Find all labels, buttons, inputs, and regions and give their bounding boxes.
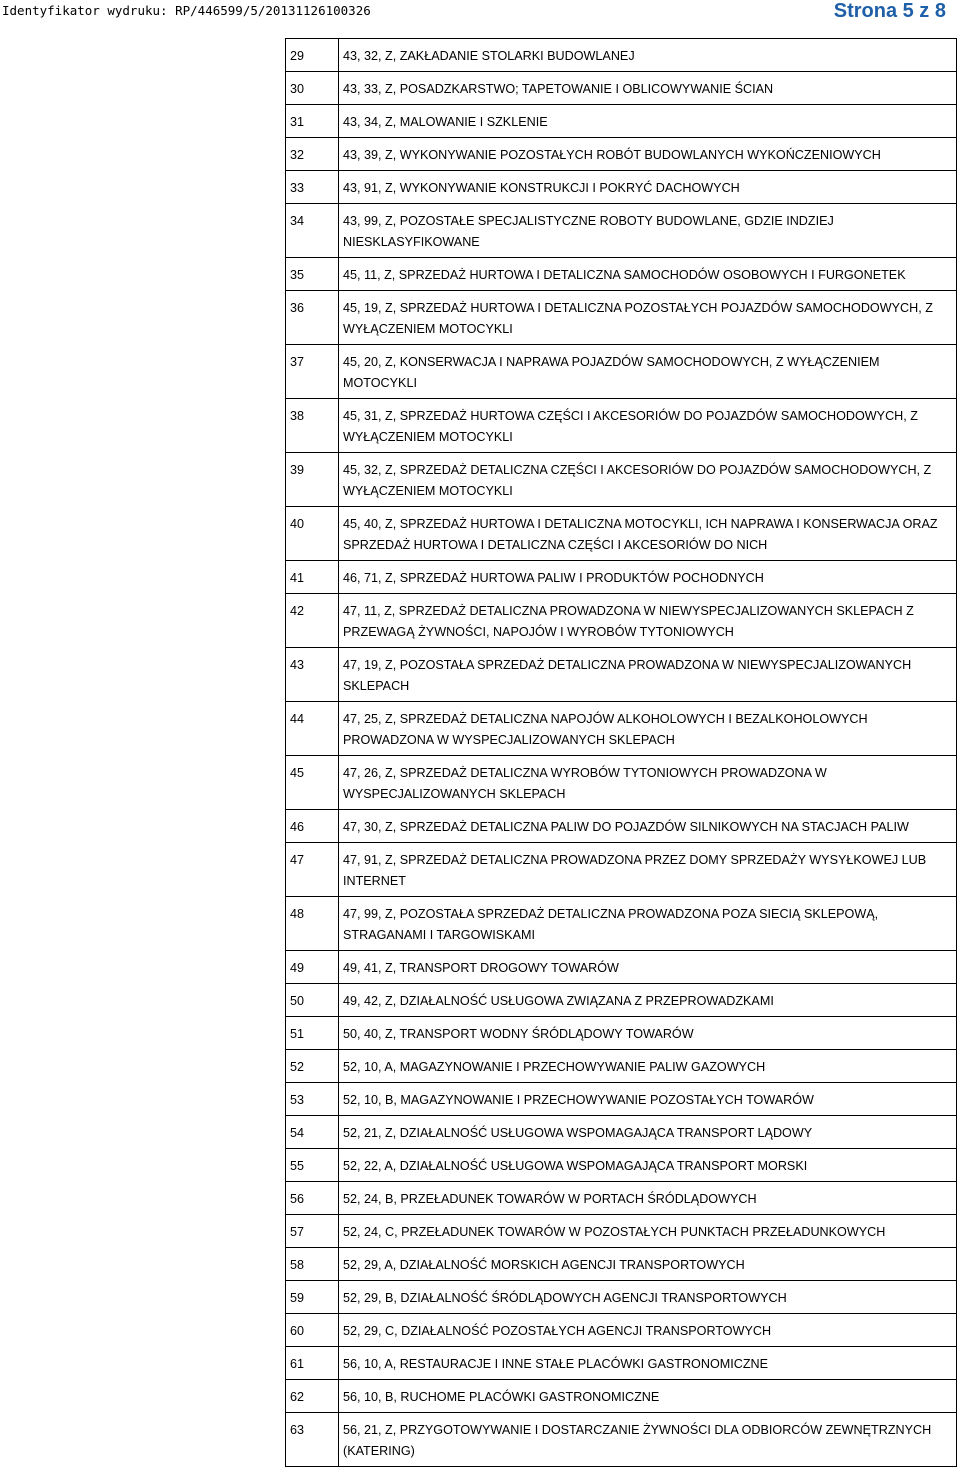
table-row	[286, 291, 957, 345]
row-number: 39	[286, 453, 339, 507]
row-number: 47	[286, 843, 339, 897]
row-number: 42	[286, 594, 339, 648]
table-row	[286, 648, 957, 702]
activity-description: 45, 31, Z, SPRZEDAŻ HURTOWA CZĘŚCI I AKCESORIÓW DO POJAZDÓW SAMOCHODOWYCH, Z WYŁĄCZENIEM MOTOCYKLI	[339, 399, 957, 453]
table-row	[286, 951, 957, 984]
table-row	[286, 1347, 957, 1380]
row-number: 41	[286, 561, 339, 594]
activity-description: 52, 22, A, DZIAŁALNOŚĆ USŁUGOWA WSPOMAGAJĄCA TRANSPORT MORSKI	[339, 1149, 957, 1182]
activity-description: 47, 26, Z, SPRZEDAŻ DETALICZNA WYROBÓW TYTONIOWYCH PROWADZONA W WYSPECJALIZOWANYCH SKLEPACH	[339, 756, 957, 810]
activity-description: 47, 30, Z, SPRZEDAŻ DETALICZNA PALIW DO POJAZDÓW SILNIKOWYCH NA STACJACH PALIW	[339, 810, 957, 843]
row-number: 33	[286, 171, 339, 204]
row-number: 38	[286, 399, 339, 453]
activity-description: 56, 21, Z, PRZYGOTOWYWANIE I DOSTARCZANIE ŻYWNOŚCI DLA ODBIORCÓW ZEWNĘTRZNYCH (KATERING)	[339, 1413, 957, 1467]
activity-description: 43, 91, Z, WYKONYWANIE KONSTRUKCJI I POKRYĆ DACHOWYCH	[339, 171, 957, 204]
row-number: 63	[286, 1413, 339, 1467]
table-row	[286, 1116, 957, 1149]
activity-description: 46, 71, Z, SPRZEDAŻ HURTOWA PALIW I PRODUKTÓW POCHODNYCH	[339, 561, 957, 594]
activity-description: 45, 11, Z, SPRZEDAŻ HURTOWA I DETALICZNA SAMOCHODÓW OSOBOWYCH I FURGONETEK	[339, 258, 957, 291]
table-row	[286, 1017, 957, 1050]
print-identifier: Identyfikator wydruku: RP/446599/5/20131126100326	[2, 3, 371, 18]
activity-description: 47, 25, Z, SPRZEDAŻ DETALICZNA NAPOJÓW ALKOHOLOWYCH I BEZALKOHOLOWYCH PROWADZONA W WYSPECJALIZOWANYCH SKLEPACH	[339, 702, 957, 756]
activity-description: 56, 10, B, RUCHOME PLACÓWKI GASTRONOMICZNE	[339, 1380, 957, 1413]
row-number: 35	[286, 258, 339, 291]
activity-description: 43, 99, Z, POZOSTAŁE SPECJALISTYCZNE ROBOTY BUDOWLANE, GDZIE INDZIEJ NIESKLASYFIKOWANE	[339, 204, 957, 258]
table-row	[286, 171, 957, 204]
row-number: 53	[286, 1083, 339, 1116]
row-number: 58	[286, 1248, 339, 1281]
activity-description: 56, 10, A, RESTAURACJE I INNE STAŁE PLACÓWKI GASTRONOMICZNE	[339, 1347, 957, 1380]
row-number: 37	[286, 345, 339, 399]
table-row	[286, 1050, 957, 1083]
row-number: 55	[286, 1149, 339, 1182]
activity-description: 47, 91, Z, SPRZEDAŻ DETALICZNA PROWADZONA PRZEZ DOMY SPRZEDAŻY WYSYŁKOWEJ LUB INTERNET	[339, 843, 957, 897]
activity-description: 52, 24, B, PRZEŁADUNEK TOWARÓW W PORTACH ŚRÓDLĄDOWYCH	[339, 1182, 957, 1215]
table-row	[286, 1215, 957, 1248]
activity-description: 45, 20, Z, KONSERWACJA I NAPRAWA POJAZDÓW SAMOCHODOWYCH, Z WYŁĄCZENIEM MOTOCYKLI	[339, 345, 957, 399]
row-number: 50	[286, 984, 339, 1017]
row-number: 59	[286, 1281, 339, 1314]
activity-description: 45, 40, Z, SPRZEDAŻ HURTOWA I DETALICZNA MOTOCYKLI, ICH NAPRAWA I KONSERWACJA ORAZ SPRZEDAŻ HURTOWA I DETALICZNA CZĘŚCI I AKCESORIÓW DO NICH	[339, 507, 957, 561]
activity-description: 43, 32, Z, ZAKŁADANIE STOLARKI BUDOWLANEJ	[339, 39, 957, 72]
activity-description: 49, 41, Z, TRANSPORT DROGOWY TOWARÓW	[339, 951, 957, 984]
row-number: 45	[286, 756, 339, 810]
activity-description: 50, 40, Z, TRANSPORT WODNY ŚRÓDLĄDOWY TOWARÓW	[339, 1017, 957, 1050]
table-row	[286, 453, 957, 507]
page-indicator: Strona 5 z 8	[833, 0, 946, 22]
activity-description: 52, 10, A, MAGAZYNOWANIE I PRZECHOWYWANIE PALIW GAZOWYCH	[339, 1050, 957, 1083]
table-row	[286, 810, 957, 843]
activity-description: 47, 19, Z, POZOSTAŁA SPRZEDAŻ DETALICZNA PROWADZONA W NIEWYSPECJALIZOWANYCH SKLEPACH	[339, 648, 957, 702]
activity-description: 52, 10, B, MAGAZYNOWANIE I PRZECHOWYWANIE POZOSTAŁYCH TOWARÓW	[339, 1083, 957, 1116]
row-number: 36	[286, 291, 339, 345]
table-row	[286, 105, 957, 138]
table-row	[286, 1413, 957, 1467]
activity-description: 47, 11, Z, SPRZEDAŻ DETALICZNA PROWADZONA W NIEWYSPECJALIZOWANYCH SKLEPACH Z PRZEWAGĄ ŻYWNOŚCI, NAPOJÓW I WYROBÓW TYTONIOWYCH	[339, 594, 957, 648]
table-row	[286, 138, 957, 171]
table-row	[286, 507, 957, 561]
activity-description: 45, 19, Z, SPRZEDAŻ HURTOWA I DETALICZNA POZOSTAŁYCH POJAZDÓW SAMOCHODOWYCH, Z WYŁĄCZENIEM MOTOCYKLI	[339, 291, 957, 345]
row-number: 49	[286, 951, 339, 984]
table-row	[286, 1380, 957, 1413]
activity-description: 52, 29, B, DZIAŁALNOŚĆ ŚRÓDLĄDOWYCH AGENCJI TRANSPORTOWYCH	[339, 1281, 957, 1314]
table-row	[286, 756, 957, 810]
activity-codes-table	[285, 38, 957, 1467]
table-row	[286, 1248, 957, 1281]
row-number: 30	[286, 72, 339, 105]
row-number: 34	[286, 204, 339, 258]
table-row	[286, 72, 957, 105]
table-row	[286, 1083, 957, 1116]
row-number: 44	[286, 702, 339, 756]
row-number: 48	[286, 897, 339, 951]
activity-description: 43, 39, Z, WYKONYWANIE POZOSTAŁYCH ROBÓT BUDOWLANYCH WYKOŃCZENIOWYCH	[339, 138, 957, 171]
row-number: 52	[286, 1050, 339, 1083]
table-row	[286, 1182, 957, 1215]
activity-description: 47, 99, Z, POZOSTAŁA SPRZEDAŻ DETALICZNA PROWADZONA POZA SIECIĄ SKLEPOWĄ, STRAGANAMI I TARGOWISKAMI	[339, 897, 957, 951]
row-number: 57	[286, 1215, 339, 1248]
row-number: 54	[286, 1116, 339, 1149]
row-number: 29	[286, 39, 339, 72]
activity-description: 49, 42, Z, DZIAŁALNOŚĆ USŁUGOWA ZWIĄZANA Z PRZEPROWADZKAMI	[339, 984, 957, 1017]
table-row	[286, 258, 957, 291]
row-number: 62	[286, 1380, 339, 1413]
table-row	[286, 1314, 957, 1347]
activity-description: 52, 29, C, DZIAŁALNOŚĆ POZOSTAŁYCH AGENCJI TRANSPORTOWYCH	[339, 1314, 957, 1347]
activity-description: 43, 33, Z, POSADZKARSTWO; TAPETOWANIE I OBLICOWYWANIE ŚCIAN	[339, 72, 957, 105]
row-number: 56	[286, 1182, 339, 1215]
activity-description: 52, 29, A, DZIAŁALNOŚĆ MORSKICH AGENCJI TRANSPORTOWYCH	[339, 1248, 957, 1281]
activity-description: 52, 24, C, PRZEŁADUNEK TOWARÓW W POZOSTAŁYCH PUNKTACH PRZEŁADUNKOWYCH	[339, 1215, 957, 1248]
table-row	[286, 984, 957, 1017]
row-number: 46	[286, 810, 339, 843]
table-row	[286, 399, 957, 453]
row-number: 43	[286, 648, 339, 702]
table-row	[286, 594, 957, 648]
table-row	[286, 1149, 957, 1182]
table-row	[286, 843, 957, 897]
row-number: 51	[286, 1017, 339, 1050]
row-number: 32	[286, 138, 339, 171]
activity-description: 43, 34, Z, MALOWANIE I SZKLENIE	[339, 105, 957, 138]
table-row	[286, 702, 957, 756]
activity-description: 52, 21, Z, DZIAŁALNOŚĆ USŁUGOWA WSPOMAGAJĄCA TRANSPORT LĄDOWY	[339, 1116, 957, 1149]
table-row	[286, 561, 957, 594]
table-row	[286, 1281, 957, 1314]
row-number: 31	[286, 105, 339, 138]
table-row	[286, 39, 957, 72]
table-row	[286, 345, 957, 399]
activity-description: 45, 32, Z, SPRZEDAŻ DETALICZNA CZĘŚCI I AKCESORIÓW DO POJAZDÓW SAMOCHODOWYCH, Z WYŁĄCZENIEM MOTOCYKLI	[339, 453, 957, 507]
table-row	[286, 204, 957, 258]
row-number: 40	[286, 507, 339, 561]
row-number: 60	[286, 1314, 339, 1347]
table-row	[286, 897, 957, 951]
row-number: 61	[286, 1347, 339, 1380]
